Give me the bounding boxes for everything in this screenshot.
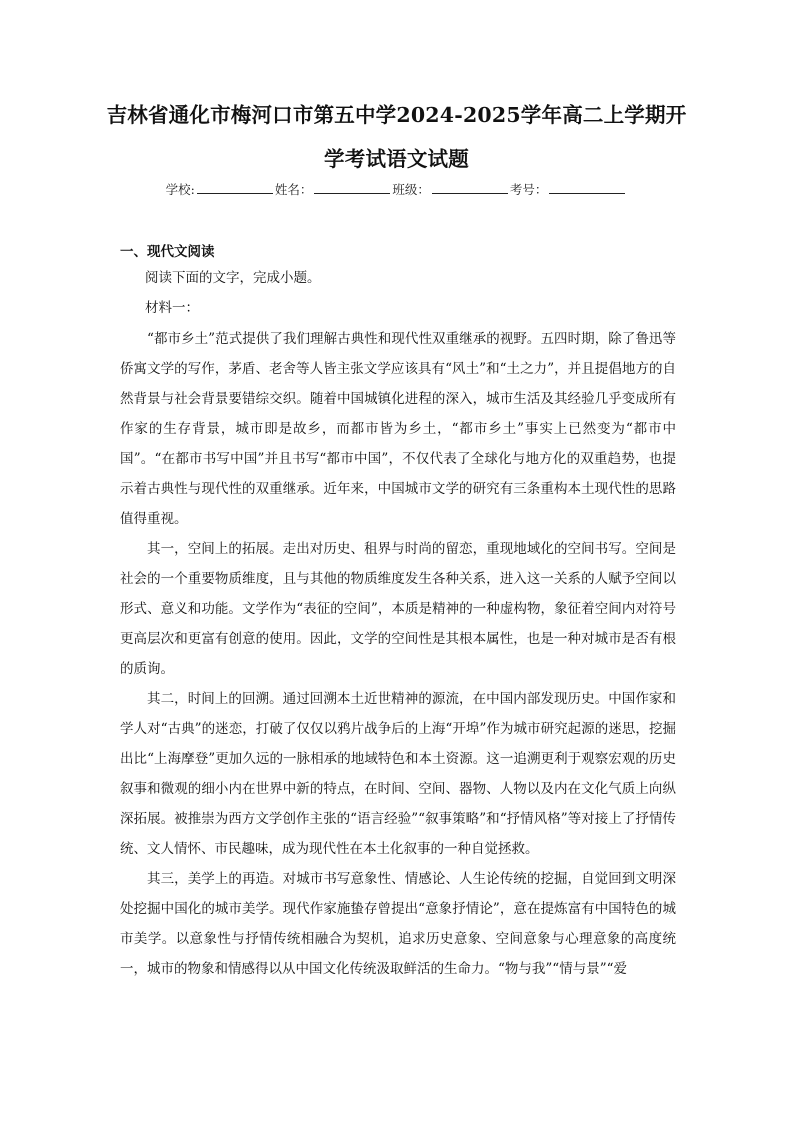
exam-number-label: 考号： <box>509 182 548 197</box>
exam-title-line-2: 学考试语文试题 <box>324 147 469 171</box>
school-label: 学校: <box>165 182 195 197</box>
passage-paragraph: 其二，时间上的回溯。通过回溯本土近世精神的源流，在中国内部发现历史。中国作家和学人对“古典”的迷恋，打破了仅仅以鸦片战争后的上海“开埠”作为城市研究起源的迷思，挖掘出比“上海摩登”更加久远的一脉相承的地域特色和本土资源。这一追溯更利于观察宏观的历史叙事和微观的细小内在世界中新的特点，在时间、空间、器物、人物以及内在文化气质上向纵深拓展。被推崇为西方文学创作主张的“语言经验”“叙事策略”和“抒情风格”等对接上了抒情传统、文人情怀、市民趣味，成为现代性在本土化叙事的一种自觉拯救。 <box>120 691 676 857</box>
instruction-text: 阅读下面的文字，完成小题。 <box>145 270 321 286</box>
passage-paragraph: 其一，空间上的拓展。走出对历史、租界与时尚的留恋，重现地域化的空间书写。空间是社会的一个重要物质维度，且与其他的物质维度发生各种关系，进入这一关系的人赋予空间以形式、意义和功能。文学作为“表征的空间”，本质是精神的一种虚构物，象征着空间内对符号更高层次和更富有创意的使用。因此，文学的空间性是其根本属性，也是一种对城市是否有根的质询。 <box>120 541 676 677</box>
student-info-row <box>0 180 793 200</box>
passage-paragraph: 其三，美学上的再造。对城市书写意象性、情感论、人生论传统的挖掘，自觉回到文明深处挖掘中国化的城市美学。现代作家施蛰存曾提出“意象抒情论”，意在提炼富有中国特色的城市美学。以意象性与抒情传统相融合为契机，追求历史意象、空间意象与心理意象的高度统一，城市的物象和情感得以从中国文化传统汲取鲜活的生命力。“物与我”“情与景”“爱 <box>120 871 676 977</box>
passage-paragraph: “都市乡土”范式提供了我们理解古典性和现代性双重继承的视野。五四时期，除了鲁迅等侨寓文学的写作，茅盾、老舍等人皆主张文学应该具有“风土”和“土之力”，并且提倡地方的自然背景与社会背景要错综交织。随着中国城镇化进程的深入，城市生活及其经验几乎变成所有作家的生存背景，城市即是故乡，而都市皆为乡土，“都市乡土”事实上已然变为“都市中国”。“在都市书写中国”并且书写“都市中国”，不仅代表了全球化与地方化的双重趋势，也提示着古典性与现代性的双重继承。近年来，中国城市文学的研究有三条重构本土现代性的思路值得重视。 <box>120 331 676 527</box>
class-blank <box>432 180 508 194</box>
reading-passage <box>120 324 676 984</box>
exam-number-blank <box>549 180 625 194</box>
section-heading: 一、现代文阅读 <box>120 244 215 260</box>
name-blank <box>314 180 390 194</box>
material-label: 材料一： <box>145 300 199 316</box>
exam-title-line-1: 吉林省通化市梅河口市第五中学2024-2025学年高二上学期开 <box>106 103 687 127</box>
school-blank <box>197 180 273 194</box>
class-label: 班级： <box>392 182 430 197</box>
name-label: 姓名： <box>274 182 313 197</box>
